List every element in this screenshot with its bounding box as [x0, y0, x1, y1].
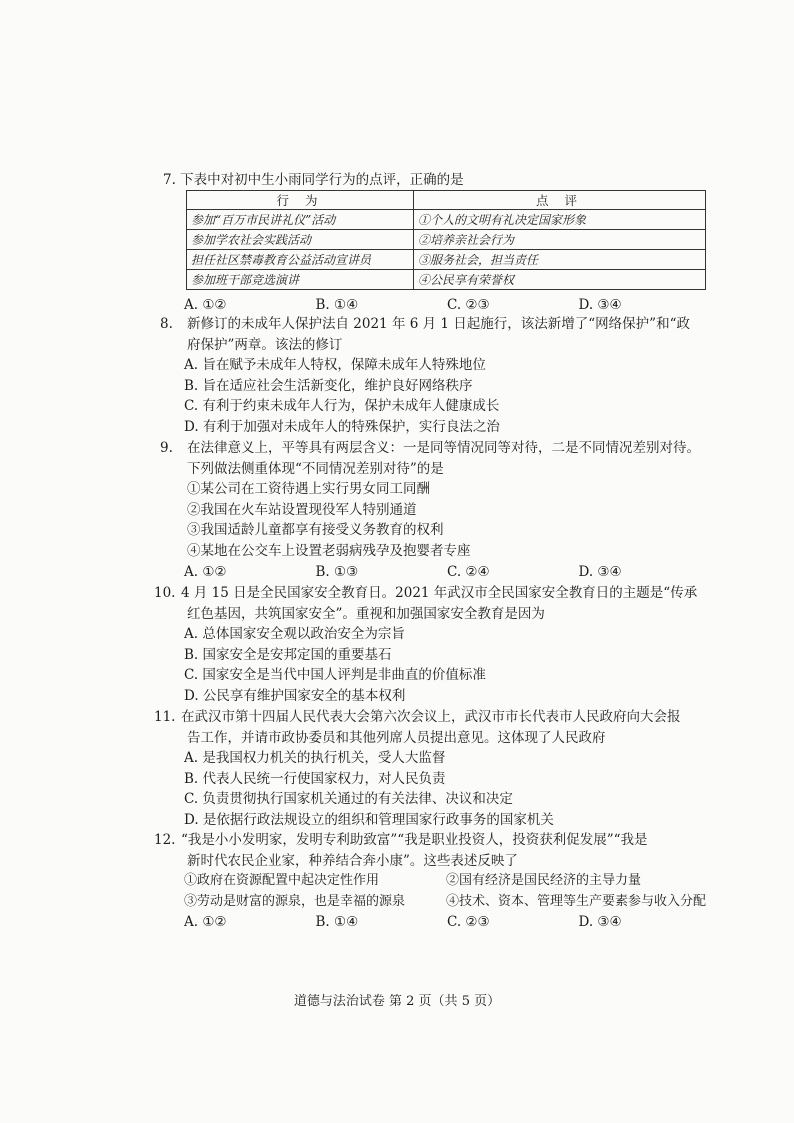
statement: ③我国适龄儿童都享有接受义务教育的权利: [187, 522, 444, 539]
option: C. 负责贯彻执行国家机关通过的有关法律、决议和决定: [184, 791, 513, 808]
option: A. 总体国家安全观以政治安全为宗旨: [184, 626, 405, 643]
table-row: [187, 270, 706, 290]
question-11: [154, 707, 710, 831]
option: C. ②③: [447, 914, 490, 931]
table-cell: ④公民享有荣誉权: [414, 270, 706, 290]
option: B. 旨在适应社会生活新变化，维护良好网络秩序: [184, 377, 473, 394]
q7-options: [160, 295, 710, 316]
option: A. ①②: [184, 914, 227, 931]
table-cell: 参加班干部竞选演讲: [187, 270, 414, 290]
question-text: 告工作，并请市政协委员和其他列席人员提出意见。这体现了人民政府: [187, 729, 606, 746]
question-9: [160, 438, 710, 582]
question-text: “我是小小发明家，发明专利助致富”“我是职业投资人，投资获利促发展”“我是: [181, 832, 648, 848]
question-text: 在武汉市第十四届人民代表大会第六次会议上，武汉市市长代表市人民政府向大会报: [181, 709, 681, 725]
table-row: [187, 210, 706, 230]
table-cell: ②培养亲社会行为: [414, 230, 706, 250]
question-10: [154, 583, 710, 707]
statement: ①某公司在工资待遇上实行男女同工同酬: [187, 481, 430, 498]
option: A. 旨在赋予未成年人特权，保障未成年人特殊地位: [184, 357, 486, 374]
option: A. ①②: [184, 297, 227, 313]
option: A. 是我国权力机关的执行机关，受人大监督: [184, 750, 446, 767]
statement: ②国有经济是国民经济的主导力量: [446, 873, 642, 889]
question-text: 4 月 15 日是全民国家安全教育日。2021 年武汉市全民国家安全教育日的主题是“传承: [181, 585, 698, 601]
option: C. ②④: [447, 563, 490, 580]
option: C. 国家安全是当代中国人评判是非曲直的价值标准: [184, 667, 486, 684]
statement: ④某地在公交车上设置老弱病残孕及抱婴者专座: [187, 542, 471, 559]
option: D. 有利于加强对未成年人的特殊保护，实行良法之治: [184, 418, 500, 435]
option: B. ①④: [315, 297, 359, 313]
option: D. ③④: [578, 563, 622, 580]
option: D. ③④: [578, 914, 622, 931]
question-number: 11.: [154, 709, 176, 725]
statement: ①政府在资源配置中起决定性作用: [184, 873, 380, 889]
statement: ②我国在火车站设置现役军人特别通道: [187, 501, 417, 518]
question-text: 红色基因，共筑国家安全”。重视和加强国家安全教育是因为: [187, 605, 545, 622]
question-12: [154, 830, 710, 933]
table-row: [187, 250, 706, 270]
question-text: 府保护”两章。该法的修订: [187, 336, 343, 353]
table-header-comment: 点 评: [414, 191, 706, 210]
question-number: 9.: [160, 440, 173, 456]
question-text: 新时代农民企业家，种养结合奔小康”。这些表述反映了: [187, 852, 518, 869]
q7-table: [186, 190, 706, 290]
question-number: 8.: [160, 316, 173, 332]
statement: ③劳动是财富的源泉，也是幸福的源泉: [184, 893, 406, 909]
question-number: 10.: [154, 585, 176, 601]
page-footer: 道德与法治试卷 第 2 页（共 5 页）: [293, 994, 501, 1009]
option: B. ①③: [315, 563, 359, 580]
table-cell: 参加“百万市民讲礼仪”活动: [187, 210, 414, 230]
statement: ④技术、资本、管理等生产要素参与收入分配: [446, 893, 707, 909]
option: C. 有利于约束未成年人行为，保护未成年人健康成长: [184, 398, 500, 415]
option: D. 公民享有维护国家安全的基本权利: [184, 687, 406, 704]
option: C. ②③: [447, 297, 490, 313]
option: D. ③④: [578, 297, 622, 313]
table-cell: ③服务社会，担当责任: [414, 250, 706, 270]
option: B. 国家安全是安邦定国的重要基石: [184, 646, 392, 663]
option: B. 代表人民统一行使国家权力，对人民负责: [184, 770, 446, 787]
table-cell: ①个人的文明有礼决定国家形象: [414, 210, 706, 230]
option: D. 是依据行政法规设立的组织和管理国家行政事务的国家机关: [184, 811, 554, 828]
question-number: 12.: [154, 832, 176, 848]
question-text: 下列做法侧重体现“不同情况差别对待”的是: [187, 460, 444, 477]
option: B. ①④: [315, 914, 359, 931]
table-cell: 参加学农社会实践活动: [187, 230, 414, 250]
question-text: 在法律意义上，平等具有两层含义：一是同等情况同等对待，二是不同情况差别对待。: [187, 440, 700, 456]
table-cell: 担任社区禁毒教育公益活动宣讲员: [187, 250, 414, 270]
q7-stem: 7. 下表中对初中生小雨同学行为的点评，正确的是: [163, 172, 464, 188]
question-8: [160, 314, 710, 438]
option: A. ①②: [184, 563, 227, 580]
table-header-behavior: 行 为: [187, 191, 414, 210]
table-row: [187, 230, 706, 250]
question-text: 新修订的未成年人保护法自 2021 年 6 月 1 日起施行，该法新增了“网络保护”和“政: [187, 316, 690, 332]
